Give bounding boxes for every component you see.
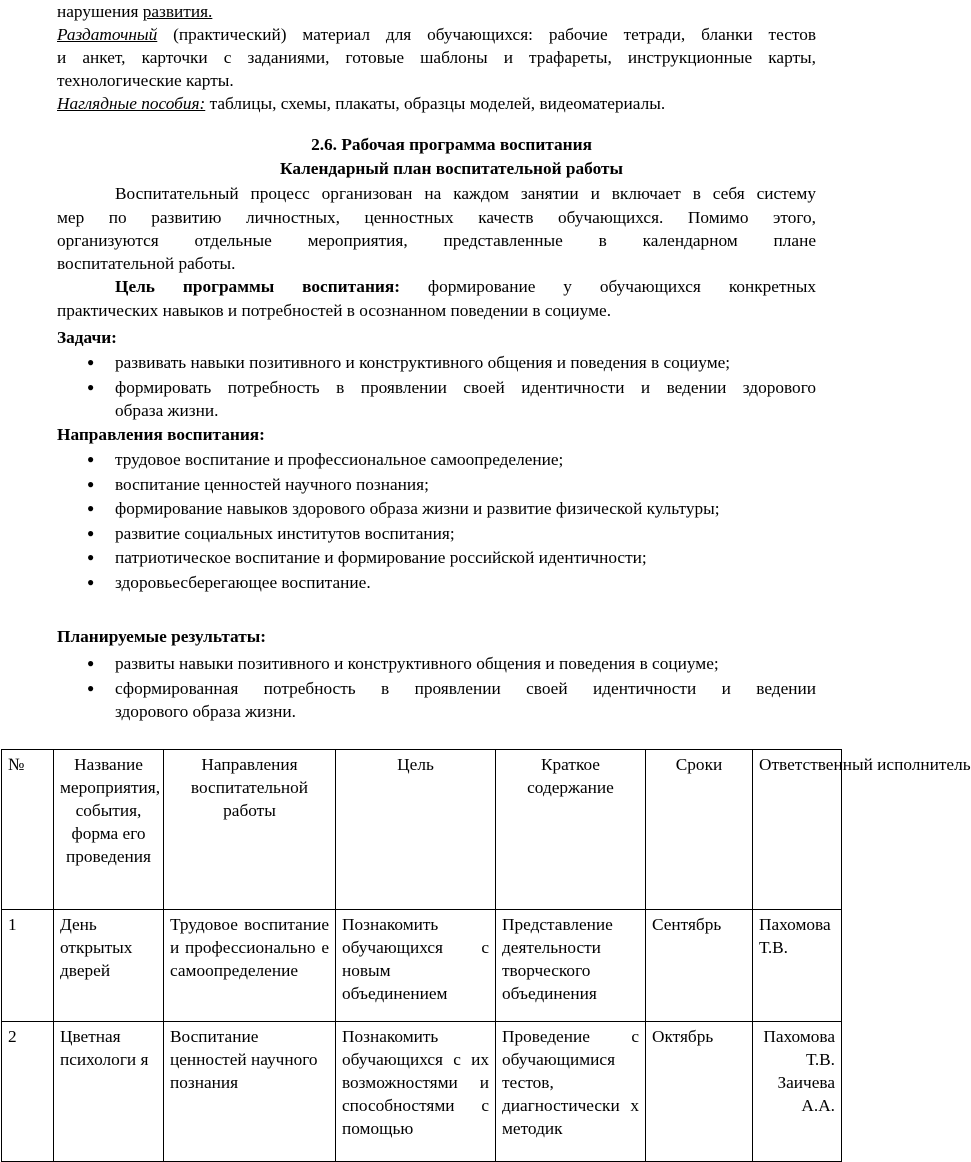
bullet-icon: ● [87, 656, 95, 670]
bullet-icon: ● [87, 550, 95, 564]
bullet-icon: ● [87, 477, 95, 491]
goal-label: Цель программы воспитания: [115, 277, 400, 296]
cell-goal: Познакомить обучающихся с их возможностями и способностями с помощью [336, 1022, 496, 1162]
header-cell-term: Сроки [646, 750, 753, 910]
cell-responsible: Пахомова Т.В. Заичева А.А. [753, 1022, 842, 1162]
visual-aids-label: Наглядные пособия: [57, 94, 206, 113]
intro-line: Воспитательный процесс организован на каждом занятии и включает в себя систему [115, 184, 816, 203]
header-cell-goal: Цель [336, 750, 496, 910]
table-row [2, 1022, 842, 1162]
bullet-icon: ● [87, 575, 95, 589]
cell-number: 2 [2, 1022, 54, 1162]
visual-aids-line [57, 92, 816, 115]
list-item-continuation: здорового образа жизни. [115, 702, 296, 721]
cell-term: Сентябрь [646, 910, 753, 1022]
cell-name: День открытых дверей [54, 910, 164, 1022]
header-cell-direction: Направления воспитательной работы [164, 750, 336, 910]
bullet-icon: ● [87, 501, 95, 515]
list-item: ● патриотическое воспитание и формирование российской идентичности; [87, 548, 647, 567]
list-item: ● здоровьесберегающее воспитание. [87, 573, 371, 592]
text-line: и анкет, карточки с заданиями, готовые шаблоны и трафареты, инструкционные карты, [57, 48, 816, 67]
intro-line: воспитательной работы. [57, 254, 236, 273]
cell-content: Проведение с обучающимися тестов, диагностически х методик [496, 1022, 646, 1162]
intro-line: организуются отдельные мероприятия, представленные в календарном плане [57, 231, 816, 250]
text-line [57, 0, 816, 23]
tasks-list [57, 351, 816, 422]
bullet-icon: ● [87, 526, 95, 540]
visual-aids-text: таблицы, схемы, плакаты, образцы моделей, видеоматериалы. [205, 94, 666, 113]
calendar-plan-table [1, 749, 971, 1162]
list-item: ● трудовое воспитание и профессиональное самоопределение; [87, 450, 564, 469]
bullet-icon: ● [87, 452, 95, 466]
list-item: ● сформированная потребность в проявлении своей идентичности и ведении [87, 679, 816, 698]
bullet-icon: ● [87, 380, 95, 394]
cell-number: 1 [2, 910, 54, 1022]
text-line: технологические карты. [57, 71, 234, 90]
handout-text: (практический) материал для обучающихся: рабочие тетради, бланки тестов [157, 25, 816, 44]
header-cell-content: Краткое содержание [496, 750, 646, 910]
cell-goal: Познакомить обучающихся с новым объединением [336, 910, 496, 1022]
intro-line: мер по развитию личностных, ценностных качеств обучающихся. Помимо этого, [57, 208, 816, 227]
cell-direction: Воспитание ценностей научного познания [164, 1022, 336, 1162]
header-cell-number: № [2, 750, 54, 910]
list-item: ● формирование навыков здорового образа жизни и развитие физической культуры; [87, 499, 720, 518]
list-item: ● развивать навыки позитивного и конструктивного общения и поведения в социуме; [87, 353, 731, 372]
list-item: ● развиты навыки позитивного и конструктивного общения и поведения в социуме; [87, 654, 719, 673]
results-label: Планируемые результаты: [57, 627, 266, 646]
list-item-continuation: образа жизни. [115, 401, 219, 420]
goal-line: практических навыков и потребностей в осознанном поведении в социуме. [57, 301, 612, 320]
bullet-icon: ● [87, 355, 95, 369]
results-list [57, 652, 816, 723]
bullet-icon: ● [87, 681, 95, 695]
goal-line [57, 275, 816, 298]
goal-text: формирование у обучающихся конкретных [399, 277, 816, 296]
list-item: ● формировать потребность в проявлении своей идентичности и ведении здорового [87, 378, 816, 397]
cell-name: Цветная психологи я [54, 1022, 164, 1162]
header-cell-responsible: Ответственный исполнитель [753, 750, 842, 910]
directions-list [57, 448, 816, 595]
handout-line [57, 23, 816, 46]
list-item: ● развитие социальных институтов воспитания; [87, 524, 455, 543]
list-item: ● воспитание ценностей научного познания; [87, 475, 429, 494]
header-cell-name: Название мероприятия, события, форма его проведения [54, 750, 164, 910]
directions-label: Направления воспитания: [57, 425, 265, 444]
section-subtitle: Календарный план воспитательной работы [280, 159, 623, 178]
text-fragment: нарушения [57, 2, 143, 21]
table-row [2, 910, 842, 1022]
cell-responsible: Пахомова Т.В. [753, 910, 842, 1022]
cell-term: Октябрь [646, 1022, 753, 1162]
cell-direction: Трудовое воспитание и профессионально е самоопределение [164, 910, 336, 1022]
table-header-row [2, 750, 842, 910]
cell-content: Представление деятельности творческого объединения [496, 910, 646, 1022]
underlined-word: развития. [142, 2, 213, 21]
handout-label: Раздаточный [57, 25, 158, 44]
tasks-label: Задачи: [57, 328, 117, 347]
section-title: 2.6. Рабочая программа воспитания [311, 135, 592, 154]
